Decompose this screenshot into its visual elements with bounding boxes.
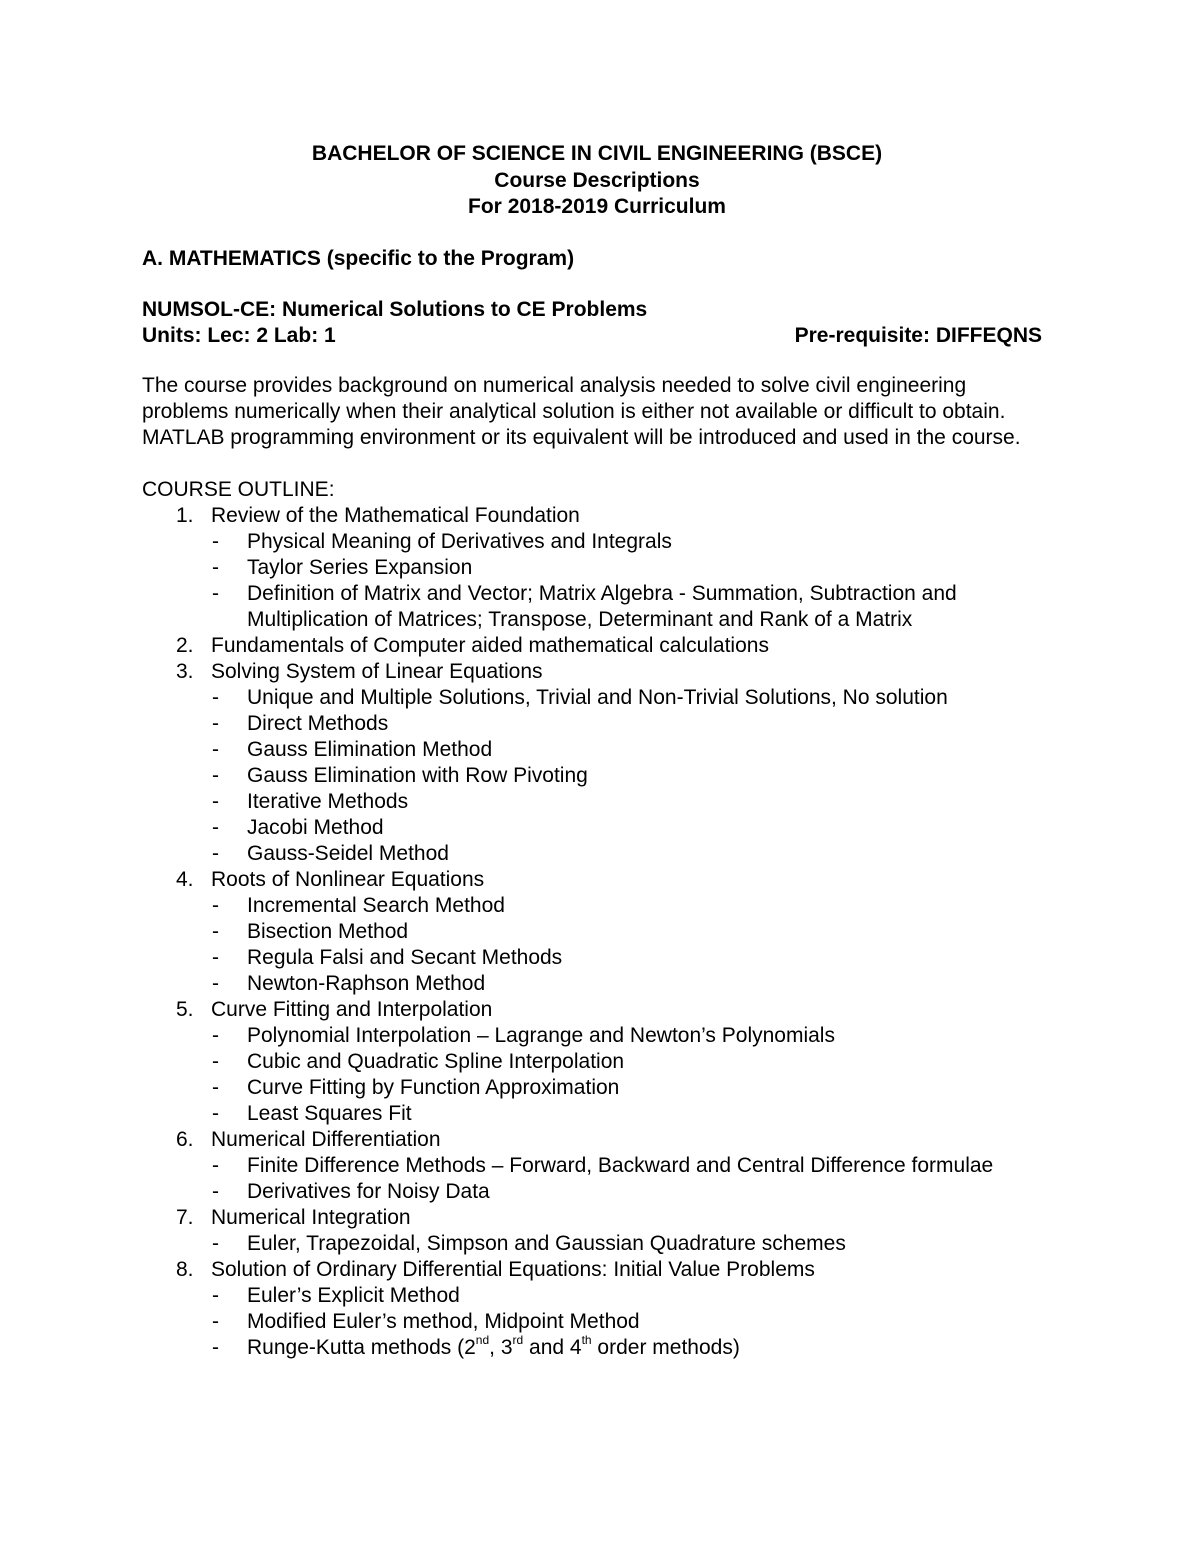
subtopic-text: Euler’s Explicit Method <box>247 1283 460 1307</box>
dash-bullet: - <box>212 971 219 995</box>
course-outline-list <box>142 503 1062 1361</box>
dash-bullet: - <box>212 1283 219 1307</box>
subtopic-item <box>142 841 1067 867</box>
subtopic-item <box>142 1309 1067 1335</box>
subtopic-item <box>142 815 1067 841</box>
dash-bullet: - <box>212 1101 219 1125</box>
dash-bullet: - <box>212 581 219 605</box>
topic-title: Solving System of Linear Equations <box>211 659 543 683</box>
course-description: The course provides background on numerical analysis needed to solve civil engineering problems numerically when their analytical solution is either not available or difficult to obtain. MATLAB programming environment or its equivalent will be introduced and used in the course. <box>142 373 1021 449</box>
subtopic-list <box>211 685 1062 867</box>
subtopic-text: Polynomial Interpolation – Lagrange and Newton’s Polynomials <box>247 1023 835 1047</box>
topic-number: 5. <box>176 997 194 1021</box>
dash-bullet: - <box>212 555 219 579</box>
subtopic-item <box>142 1283 1067 1309</box>
subtopic-text: Gauss Elimination Method <box>247 737 493 761</box>
subtopic-text: Gauss Elimination with Row Pivoting <box>247 763 588 787</box>
subtopic-item <box>142 893 1067 919</box>
subtopic-item <box>142 1101 1067 1127</box>
subtopic-text: Iterative Methods <box>247 789 409 813</box>
dash-bullet: - <box>212 1231 219 1255</box>
topic-title: Fundamentals of Computer aided mathematical calculations <box>211 633 769 657</box>
ordinal-suffix: th <box>581 1332 592 1347</box>
outline-topic <box>142 659 1062 867</box>
topic-number: 6. <box>176 1127 194 1151</box>
subtopic-item <box>142 1231 1067 1257</box>
dash-bullet: - <box>212 1309 219 1333</box>
outline-topic <box>142 1205 1062 1257</box>
outline-topic <box>142 997 1062 1127</box>
ordinal-suffix: nd <box>475 1332 490 1347</box>
course-units: Units: Lec: 2 Lab: 1 <box>142 323 336 347</box>
subtopic-item <box>142 1075 1067 1101</box>
document-subtitle: Course Descriptions <box>494 168 700 192</box>
subtopic-item <box>142 581 1067 633</box>
subtopic-text: Direct Methods <box>247 711 389 735</box>
subtopic-list <box>211 1283 1062 1361</box>
dash-bullet: - <box>212 685 219 709</box>
subtopic-text: Derivatives for Noisy Data <box>247 1179 490 1203</box>
dash-bullet: - <box>212 919 219 943</box>
document-header <box>142 141 1052 221</box>
outline-topic <box>142 1257 1062 1361</box>
dash-bullet: - <box>212 529 219 553</box>
dash-bullet: - <box>212 815 219 839</box>
dash-bullet: - <box>212 763 219 787</box>
subtopic-item <box>142 555 1067 581</box>
dash-bullet: - <box>212 711 219 735</box>
subtopic-list <box>211 893 1062 997</box>
topic-title: Solution of Ordinary Differential Equations: Initial Value Problems <box>211 1257 815 1281</box>
subtopic-text: Definition of Matrix and Vector; Matrix Algebra - Summation, Subtraction and Multiplication of Matrices; Transpose, Determinant and Rank of a Matrix <box>247 581 957 631</box>
course-prerequisite: Pre-requisite: DIFFEQNS <box>794 323 1042 347</box>
subtopic-text: Curve Fitting by Function Approximation <box>247 1075 620 1099</box>
subtopic-text: Regula Falsi and Secant Methods <box>247 945 563 969</box>
subtopic-text: Jacobi Method <box>247 815 384 839</box>
subtopic-item <box>142 529 1067 555</box>
course-units-row <box>142 323 1042 349</box>
subtopic-item <box>142 685 1067 711</box>
subtopic-item <box>142 1023 1067 1049</box>
subtopic-text: Physical Meaning of Derivatives and Integrals <box>247 529 672 553</box>
document-page <box>142 141 1062 1361</box>
subtopic-text: Euler, Trapezoidal, Simpson and Gaussian Quadrature schemes <box>247 1231 846 1255</box>
topic-title: Curve Fitting and Interpolation <box>211 997 493 1021</box>
topic-number: 2. <box>176 633 194 657</box>
outline-topic <box>142 1127 1062 1205</box>
outline-topic <box>142 867 1062 997</box>
dash-bullet: - <box>212 1075 219 1099</box>
subtopic-text: Bisection Method <box>247 919 409 943</box>
subtopic-text: Runge-Kutta methods (2nd, 3rd and 4th order methods) <box>247 1332 740 1359</box>
outline-topic <box>142 503 1062 633</box>
subtopic-text: Finite Difference Methods – Forward, Backward and Central Difference formulae <box>247 1153 994 1177</box>
subtopic-text: Unique and Multiple Solutions, Trivial and Non-Trivial Solutions, No solution <box>247 685 948 709</box>
subtopic-list <box>211 529 1062 633</box>
subtopic-item <box>142 789 1067 815</box>
subtopic-text: Taylor Series Expansion <box>247 555 473 579</box>
subtopic-item <box>142 737 1067 763</box>
subtopic-item <box>142 971 1067 997</box>
subtopic-item <box>142 1153 1067 1179</box>
dash-bullet: - <box>212 1335 219 1359</box>
subtopic-text: Cubic and Quadratic Spline Interpolation <box>247 1049 625 1073</box>
dash-bullet: - <box>212 1023 219 1047</box>
subtopic-text: Incremental Search Method <box>247 893 505 917</box>
dash-bullet: - <box>212 1153 219 1177</box>
course-outline-label: COURSE OUTLINE: <box>142 477 335 501</box>
dash-bullet: - <box>212 893 219 917</box>
topic-number: 1. <box>176 503 194 527</box>
subtopic-item <box>142 919 1067 945</box>
subtopic-item <box>142 1179 1067 1205</box>
course-title: NUMSOL-CE: Numerical Solutions to CE Problems <box>142 297 648 321</box>
subtopic-text: Gauss-Seidel Method <box>247 841 449 865</box>
dash-bullet: - <box>212 737 219 761</box>
topic-title: Roots of Nonlinear Equations <box>211 867 485 891</box>
subtopic-item <box>142 1049 1067 1075</box>
subtopic-list <box>211 1153 1062 1205</box>
topic-title: Numerical Differentiation <box>211 1127 441 1151</box>
dash-bullet: - <box>212 1179 219 1203</box>
topic-number: 4. <box>176 867 194 891</box>
subtopic-list <box>211 1023 1062 1127</box>
subtopic-text: Modified Euler’s method, Midpoint Method <box>247 1309 640 1333</box>
subtopic-item <box>142 763 1067 789</box>
topic-number: 8. <box>176 1257 194 1281</box>
curriculum-year: For 2018-2019 Curriculum <box>468 195 726 218</box>
subtopic-text: Least Squares Fit <box>247 1101 412 1125</box>
topic-number: 7. <box>176 1205 194 1229</box>
subtopic-text: Newton-Raphson Method <box>247 971 486 995</box>
subtopic-item <box>142 945 1067 971</box>
program-title: BACHELOR OF SCIENCE IN CIVIL ENGINEERING (BSCE) <box>311 142 883 165</box>
ordinal-suffix: rd <box>512 1332 524 1347</box>
section-title: A. MATHEMATICS (specific to the Program) <box>142 246 575 270</box>
dash-bullet: - <box>212 789 219 813</box>
subtopic-item <box>142 711 1067 737</box>
subtopic-item <box>142 1332 1067 1361</box>
topic-title: Review of the Mathematical Foundation <box>211 503 580 527</box>
subtopic-list <box>211 1231 1062 1257</box>
topic-title: Numerical Integration <box>211 1205 411 1229</box>
outline-topic <box>142 633 1062 659</box>
topic-number: 3. <box>176 659 194 683</box>
dash-bullet: - <box>212 945 219 969</box>
dash-bullet: - <box>212 841 219 865</box>
dash-bullet: - <box>212 1049 219 1073</box>
